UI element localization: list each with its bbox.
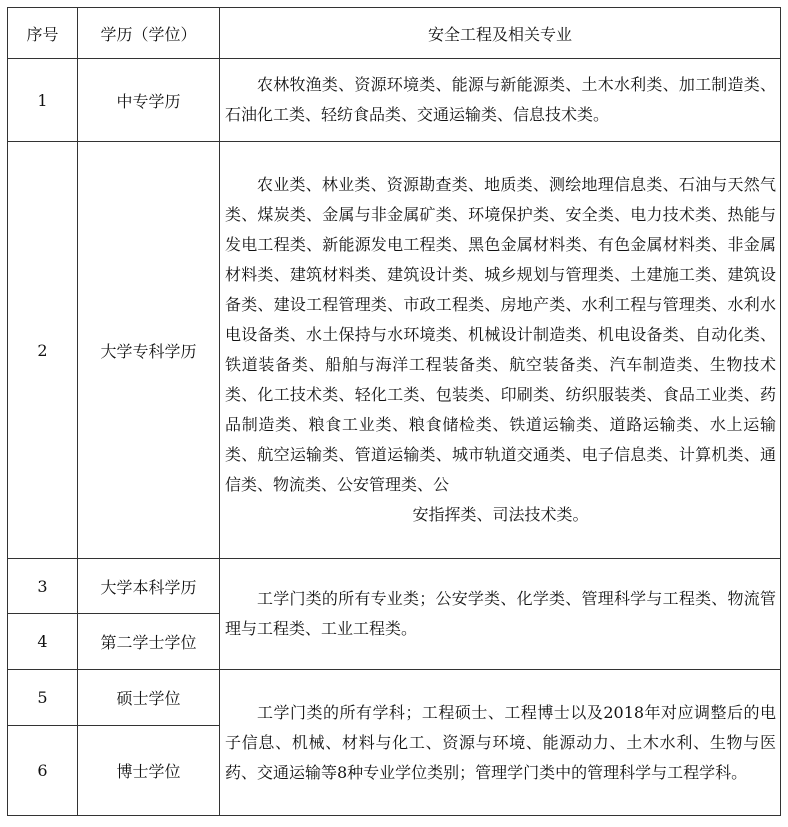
row-no: 3 — [8, 559, 78, 614]
header-degree: 学历（学位） — [78, 8, 220, 59]
row-no: 2 — [8, 142, 78, 559]
header-row — [8, 8, 781, 59]
table-row — [8, 670, 781, 726]
header-majors: 安全工程及相关专业 — [220, 8, 781, 59]
majors-text: 农业类、林业类、资源勘查类、地质类、测绘地理信息类、石油与天然气类、煤炭类、金属与非金属矿类、环境保护类、安全类、电力技术类、热能与发电工程类、新能源发电工程类、黑色金属材料类、有色金属材料类、非金属材料类、建筑材料类、建筑设计类、城乡规划与管理类、土建施工类、建筑设备类、建设工程管理类、市政工程类、房地产类、水利工程与管理类、水利水电设备类、水土保持与水环境类、机械设计制造类、机电设备类、自动化类、铁道装备类、船舶与海洋工程装备类、航空装备类、汽车制造类、生物技术类、化工技术类、轻化工类、包装类、印刷类、纺织服装类、食品工业类、药品制造类、粮食工业类、粮食储检类、铁道运输类、道路运输类、水上运输类、航空运输类、管道运输类、城市轨道交通类、电子信息类、计算机类、通信类、物流类、公安管理类、公 — [225, 175, 776, 494]
table-row — [8, 559, 781, 614]
row-degree: 硕士学位 — [78, 670, 220, 726]
row-no: 5 — [8, 670, 78, 726]
majors-text-tail: 安指挥类、司法技术类。 — [412, 505, 589, 524]
row-majors-merged — [220, 670, 781, 816]
majors-text: 农林牧渔类、资源环境类、能源与新能源类、土木水利类、加工制造类、石油化工类、轻纺食品类、交通运输类、信息技术类。 — [225, 75, 776, 124]
majors-text: 工学门类的所有专业类；公安学类、化学类、管理科学与工程类、物流管理与工程类、工业工程类。 — [225, 589, 776, 638]
row-majors — [220, 142, 781, 559]
row-majors — [220, 59, 781, 142]
row-no: 4 — [8, 614, 78, 670]
majors-text: 工学门类的所有学科；工程硕士、工程博士以及2018年对应调整后的电子信息、机械、材料与化工、资源与环境、能源动力、土木水利、生物与医药、交通运输等8种专业学位类别；管理学门类中的管理科学与工程学科。 — [225, 702, 776, 782]
header-no: 序号 — [8, 8, 78, 59]
majors-table — [7, 7, 781, 816]
row-no: 6 — [8, 726, 78, 816]
row-degree: 大学专科学历 — [78, 142, 220, 559]
table-row — [8, 142, 781, 559]
row-degree: 大学本科学历 — [78, 559, 220, 614]
table-row — [8, 59, 781, 142]
row-majors-merged — [220, 559, 781, 670]
row-no: 1 — [8, 59, 78, 142]
row-degree: 中专学历 — [78, 59, 220, 142]
row-degree: 博士学位 — [78, 726, 220, 816]
row-degree: 第二学士学位 — [78, 614, 220, 670]
